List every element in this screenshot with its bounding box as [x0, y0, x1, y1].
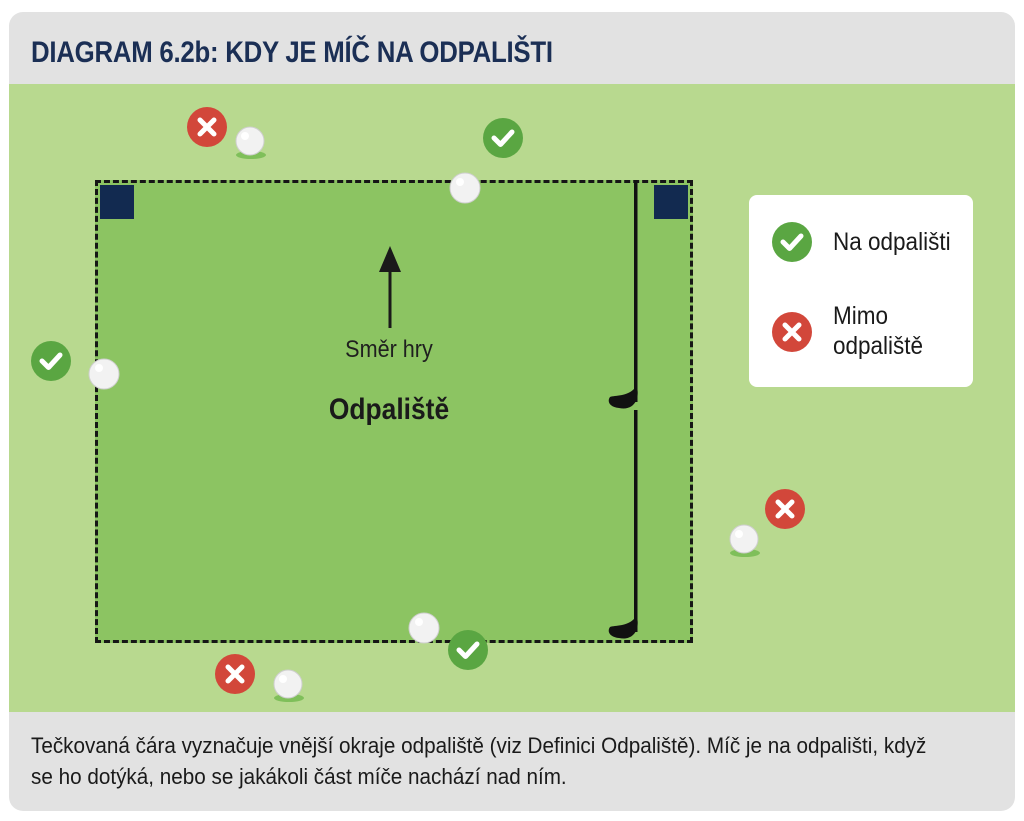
legend-off-tee-label-line1: Mimo — [833, 302, 888, 330]
legend-on-tee-label: Na odpališti — [833, 228, 951, 256]
off-tee-x-icon — [764, 488, 806, 530]
diagram-caption: Tečkovaná čára vyznačuje vnější okraje odpaliště (viz Definici Odpaliště). Míč je na odpališti, když se ho dotýká, nebo se jakákoli část míče nachází nad ním. — [31, 733, 927, 789]
golf-ball-icon — [448, 171, 482, 205]
play-direction-label: Směr hry — [345, 336, 433, 363]
on-tee-check-icon — [447, 629, 489, 671]
golf-ball-icon — [727, 524, 761, 558]
teeing-area-label: Odpaliště — [328, 393, 450, 426]
diagram-title: DIAGRAM 6.2b: KDY JE MÍČ NA ODPALIŠTI — [31, 36, 553, 69]
on-tee-check-icon — [482, 117, 524, 159]
golf-club-icon — [599, 180, 659, 650]
on-tee-check-icon — [771, 221, 813, 263]
legend-off-tee-label-line2: odpaliště — [833, 332, 924, 360]
golf-ball-icon — [233, 126, 267, 160]
off-tee-x-icon — [186, 106, 228, 148]
tee-marker-left — [100, 185, 134, 219]
golf-ball-icon — [271, 669, 305, 703]
tee-marker-right — [654, 185, 688, 219]
grass-field — [9, 84, 1015, 712]
golf-ball-icon — [87, 357, 121, 391]
legend — [749, 195, 973, 387]
off-tee-x-icon — [214, 653, 256, 695]
off-tee-x-icon — [771, 311, 813, 353]
diagram-card — [9, 12, 1015, 811]
golf-ball-icon — [407, 611, 441, 645]
play-direction-arrow-icon — [375, 246, 405, 328]
on-tee-check-icon — [30, 340, 72, 382]
